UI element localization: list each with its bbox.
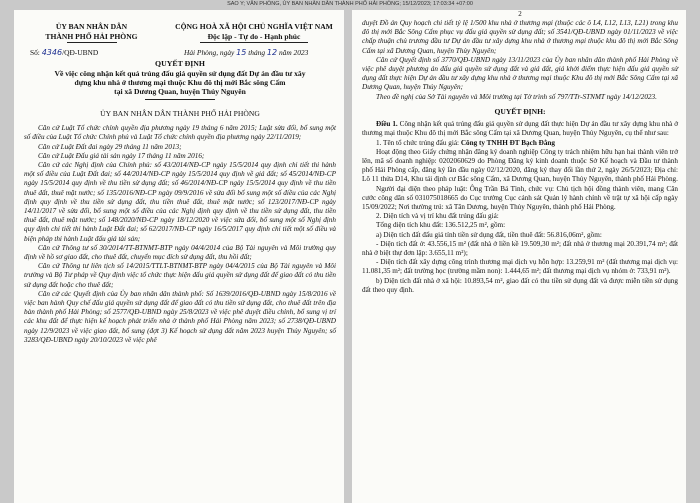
article-1-label: Điều 1. — [376, 120, 398, 129]
decision-heading: QUYẾT ĐỊNH: — [494, 106, 546, 116]
legal-basis-7: Căn cứ các Quyết định của Ủy ban nhân dân thành phố: Số 1639/2016/QĐ-UBND ngày 15/8/2016 về việc ban hành Quy chế đấu giá quyền sử dụng đất để giao đất có thu tiền sử dụng đất, cho thuê đất trên địa bàn thành phố Hải Phòng; số 2577/QĐ-UBND ngày 25/8/2023 về việc phê duyệt điều chỉnh, bổ sung vị trí các khu đất để thực hiện kế hoạch phát triển nhà ở thành phố Hải Phòng năm 2023; số 2738/QĐ-UBND ngày 12/9/2023 về việc giao đất, bổ sung (đợt 3) Kế hoạch sử dụng đất năm 2023 huyện Thủy Nguyên; số 3283/QĐ-UBND ngày 20/10/2023 về việc phê — [24, 289, 336, 344]
area-a-residential: - Diện tích đất ở: 43.556,15 m² (đất nhà ở liền kề 19.509,30 m²; đất nhà ở thương mại 20.391,74 m²; đất nhà ở biệt thự đơn lập: 3.655,11 m²); — [362, 239, 678, 258]
area-b: b) Diện tích đất nhà ở xã hội: 10.893,54 m², giao đất có thu tiền sử dụng đất và được miễn tiền sử dụng đất theo quy định. — [362, 276, 678, 294]
nation-line-2: Độc lập - Tự do - Hạnh phúc — [207, 31, 301, 41]
doc-type-title: QUYẾT ĐỊNH — [155, 59, 205, 68]
legal-basis-1: Căn cứ Luật Tổ chức chính quyền địa phương ngày 19 tháng 6 năm 2015; Luật sửa đổi, bổ sung một số điều của Luật Tổ chức Chính phủ và Luật Tổ chức chính quyền địa phương ngày 22/11/2019; — [24, 124, 336, 142]
subject-underline — [145, 99, 215, 100]
national-motto — [164, 22, 344, 43]
winner-details: Hoạt động theo Giấy chứng nhận đăng ký doanh nghiệp Công ty trách nhiệm hữu hạn hai thành viên trở lên, mã số doanh nghiệp: 0202060629 do Phòng Đăng ký kinh doanh thuộc Sở Kế hoạch và Đầu tư thành phố Hải Phòng cấp, đăng ký lần đầu ngày 02/12/2020, đăng ký thay đổi lần thứ 2, ngày 26/5/2023; Địa chỉ: Lô 11 thửa D14, Khu tái định cư Bắc sông Cấm, xã Dương Quan, huyện Thủy Nguyên, thành phố Hải Phòng. — [362, 147, 678, 184]
item-2: 2. Diện tích và vị trí khu đất trúng đấu giá: — [376, 212, 499, 221]
legal-basis-4: Căn cứ các Nghị định của Chính phủ: số 43/2014/NĐ-CP ngày 15/5/2014 quy định chi tiết thi hành một số điều của Luật Đất đai; số 44/2014/NĐ-CP ngày 15/5/2014 quy định về giá đất; số 45/2014/NĐ-CP ngày 15/5/2014 quy định về thu tiền sử dụng đất; số 46/2014/NĐ-CP ngày 15/5/2014 quy định về thu tiền thuê đất, thuê mặt nước; số 135/2016/NĐ-CP ngày 09/9/2016 về sửa đổi bổ sung một số điều của các Nghị định quy định về thu tiền sử dụng đất, thu tiền thuê đất, thuê mặt nước; số 123/2017/NĐ-CP ngày 14/11/2017 về sửa đổi, bổ sung một số điều của các Nghị định quy định về thu tiền sử dụng đất, thu tiền thuê đất, thuê mặt nước; số 148/2020/NĐ-CP ngày 18/12/2020 về việc sửa đổi, bổ sung một số Nghị định quy định chi tiết thi hành Luật Đất đai; số 62/2017/NĐ-CP ngày 16/5/2017 quy định chi tiết một số điều và biện pháp thi hành Luật đấu giá tài sản; — [24, 161, 336, 243]
item-1-prefix: 1. Tên tổ chức trúng đấu giá: — [376, 138, 461, 147]
subject-line-1: Về việc công nhận kết quả trúng đấu giá quyền sử dụng đất Dự án đầu tư xây — [54, 68, 306, 78]
number-prefix: Số: — [30, 48, 40, 57]
legal-basis-2: Căn cứ Luật Đất đai ngày 29 tháng 11 năm 2013; — [38, 142, 182, 151]
area-a: a) Diện tích đất đấu giá tính tiền sử dụng đất, tiền thuê đất: 56.816,06m², gồm: — [376, 230, 602, 239]
subject-line-3: tại xã Dương Quan, huyện Thủy Nguyên — [114, 87, 246, 97]
legal-bases — [24, 124, 336, 345]
motto-underline — [200, 42, 308, 43]
document-header — [24, 10, 336, 57]
date-prefix: Hải Phòng, ngày — [184, 48, 235, 57]
org-underline — [67, 42, 117, 43]
article-1 — [362, 120, 678, 138]
number-suffix: /QĐ-UBND — [62, 48, 99, 57]
page-1 — [14, 10, 344, 503]
legal-basis-6: Căn cứ Thông tư liên tịch số 14/2015/TTLT-BTNMT-BTP ngày 04/4/2015 của Bộ Tài nguyên và Môi trường và Bộ Tư pháp về Quy định việc tổ chức thực hiện đấu giá quyền sử dụng đất để giao đất có thu tiền sử dụng đất hoặc cho thuê đất; — [24, 262, 336, 289]
total-area: Tổng diện tích khu đất: 136.512,25 m², gồm: — [376, 221, 506, 230]
article-1-text: Công nhận kết quả trúng đấu giá quyền sử dụng đất thực hiện Dự án đầu tư xây dựng khu nhà ở thương mại thuộc Khu đô thị mới Bắc sông Cấm tại xã Dương Quan, huyện Thủy Nguyên, cụ thể như sau: — [362, 120, 679, 138]
org-line-1: ỦY BAN NHÂN DÂN — [55, 22, 128, 31]
item-1 — [362, 139, 678, 148]
nation-line-1: CỘNG HOÀ XÃ HỘI CHỦ NGHĨA VIỆT NAM — [175, 22, 333, 31]
date-mid: tháng — [248, 48, 266, 57]
issuing-authority — [24, 22, 159, 43]
winner-name: Công ty TNHH ĐT Bạch Đằng — [460, 138, 556, 147]
subject-line-2: dựng khu nhà ở thương mại thuộc Khu đô thị mới Bắc sông Cấm — [74, 78, 286, 87]
basis-decision-3770: Căn cứ Quyết định số 3770/QĐ-UBND ngày 13/11/2023 của Ủy ban nhân dân thành phố Hải Phòng về việc phê duyệt phương án đấu giá quyền sử dụng đất và giá đất, giá khởi điểm thực hiện đấu giá quyền sử dụng đất thực hiện Dự án đầu tư xây dựng khu nhà ở thương mại thuộc Khu đô thị mới Bắc Sông Cấm tại xã Dương Quan, huyện Thủy Nguyên; — [362, 55, 678, 92]
org-line-2: THÀNH PHỐ HẢI PHÒNG — [45, 31, 138, 41]
continued-basis: duyệt Đồ án Quy hoạch chi tiết tỷ lệ 1/500 khu nhà ở thương mại (thuộc các ô L4, L12, L13, L21) trong khu đô thị mới Bắc Sông Cấm phục vụ đấu giá quyền sử dụng đất; số 3541/QĐ-UBND ngày 01/11/2023 về việc chấp thuận chủ trương đầu tư Dự án đầu tư xây dựng khu nhà ở thương mại thuộc khu đô thị mới Bắc Sông Cấm tại xã Dương Quan, huyện Thủy Nguyên; — [362, 19, 678, 55]
digital-copy-stamp: SAO Y; VĂN PHÒNG, ỦY BAN NHÂN DÂN THÀNH PHỐ HẢI PHÒNG; 15/12/2023; 17:03:34 +07:00 — [227, 1, 473, 7]
date-day: 15 — [236, 48, 247, 57]
document-date — [184, 48, 308, 57]
legal-basis-5: Căn cứ Thông tư số 30/2014/TT-BTNMT-BTP ngày 04/4/2014 của Bộ Tài nguyên và Môi trường quy định về hồ sơ giao đất, cho thuê đất, chuyển mục đích sử dụng đất, thu hồi đất; — [24, 243, 336, 262]
authority-heading: ỦY BAN NHÂN DÂN THÀNH PHỐ HẢI PHÒNG — [100, 108, 260, 118]
date-month: 12 — [266, 48, 278, 57]
basis-proposal: Theo đề nghị của Sở Tài nguyên và Môi trường tại Tờ trình số 797/TTr-STNMT ngày 14/12/2023. — [376, 92, 657, 101]
page-2 — [352, 10, 686, 503]
page-number: 2 — [518, 10, 522, 18]
legal-basis-3: Căn cứ Luật Đấu giá tài sản ngày 17 tháng 11 năm 2016; — [38, 151, 205, 160]
document-number — [30, 48, 98, 57]
legal-representative: Người đại diện theo pháp luật: Ông Trần Bá Tình, chức vụ: Chủ tịch hội đồng thành viên, mang Căn cước công dân số 031075018665 do Cục trưởng Cục cảnh sát Quản lý hành chính về trật tự xã hội cấp ngày 15/09/2022; Nơi thường trú: xã Tân Dương, huyện Thủy Nguyên, thành phố Hải Phòng. — [362, 184, 678, 212]
date-suffix: năm 2023 — [278, 48, 309, 57]
area-a-commercial: - Diện tích đất xây dựng công trình thương mại dịch vụ hỗn hợp: 13.259,91 m² (đất thương mại dịch vụ: 11.081,35 m²; đất trường học (trường mầm non): 1.444,65 m²; đất thương mại dịch vụ nhóm ở: 733,91 m²). — [362, 258, 678, 276]
handwritten-number: 4346 — [41, 48, 63, 57]
